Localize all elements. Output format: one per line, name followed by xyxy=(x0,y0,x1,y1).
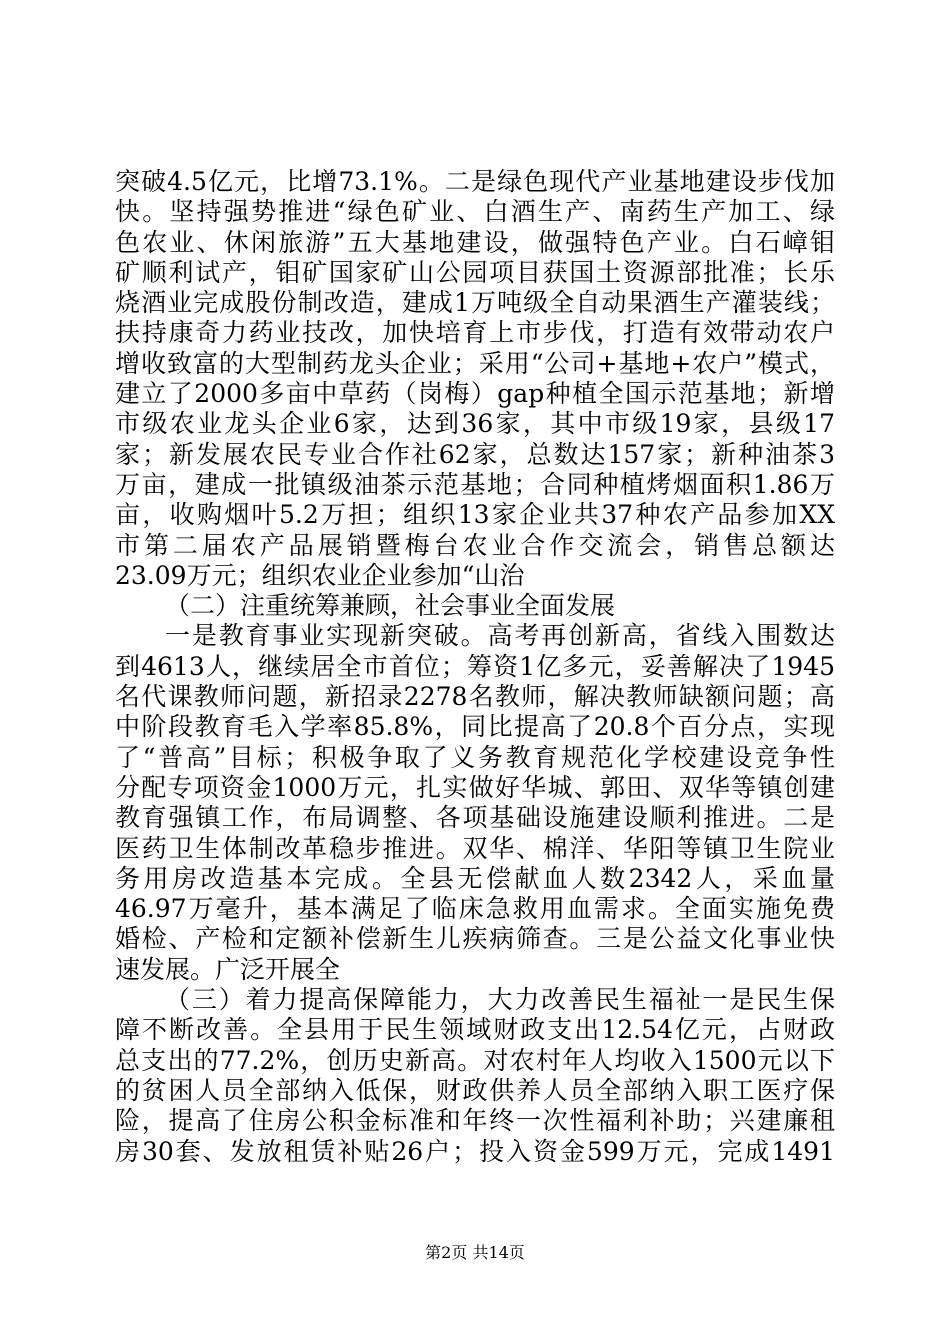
text-line: 扶持康奇力药业技改，加快培育上市步伐，打造有效带动农户 xyxy=(115,318,835,348)
text-line: 矿顺利试产，钼矿国家矿山公园项目获国土资源部批准；长乐 xyxy=(115,257,835,287)
text-line: 突破4.5亿元，比增73.1%。二是绿色现代产业基地建设步伐加 xyxy=(115,167,835,196)
text-line: 亩，收购烟叶5.2万担；组织13家企业共37种农产品参加XX xyxy=(115,500,835,530)
text-line: 障不断改善。全县用于民生领域财政支出12.54亿元，占财政 xyxy=(115,1015,835,1045)
text-line: 市第二届农产品展销暨梅台农业合作交流会，销售总额达 xyxy=(115,530,835,560)
text-line: 一是教育事业实现新突破。高考再创新高，省线入围数达 xyxy=(165,621,835,651)
text-line: 烧酒业完成股份制改造，建成1万吨级全自动果酒生产灌装线； xyxy=(115,288,835,318)
text-line: 的贫困人员全部纳入低保，财政供养人员全部纳入职工医疗保 xyxy=(115,1075,835,1105)
text-line: 速发展。广泛开展全 xyxy=(115,954,341,984)
text-line: 万亩，建成一批镇级油茶示范基地；合同种植烤烟面积1.86万 xyxy=(115,469,835,499)
text-line: 了“普高”目标；积极争取了义务教育规范化学校建设竞争性 xyxy=(115,742,835,772)
text-line: 23.09万元；组织农业企业参加“山治 xyxy=(115,560,525,590)
text-line: 教育强镇工作，布局调整、各项基础设施建设顺利推进。二是 xyxy=(115,803,835,833)
text-line: 务用房改造基本完成。全县无偿献血人数2342人，采血量 xyxy=(115,863,835,893)
text-line: 46.97万毫升，基本满足了临床急救用血需求。全面实施免费 xyxy=(115,894,835,924)
text-line: 到4613人，继续居全市首位；筹资1亿多元，妥善解决了1945 xyxy=(115,651,835,681)
text-line: （三）着力提高保障能力，大力改善民生福祉一是民生保 xyxy=(165,985,835,1015)
text-line: 名代课教师问题，新招录2278名教师，解决教师缺额问题；高 xyxy=(115,682,835,712)
text-line: 房30套、发放租赁补贴26户；投入资金599万元，完成1491 xyxy=(115,1136,835,1166)
text-line: 市级农业龙头企业6家，达到36家，其中市级19家，县级17 xyxy=(115,409,835,439)
text-line: 婚检、产检和定额补偿新生儿疾病筛查。三是公益文化事业快 xyxy=(115,924,835,954)
text-line: 增收致富的大型制药龙头企业；采用“公司+基地+农户”模式， xyxy=(115,348,835,378)
body-text xyxy=(115,167,835,1167)
text-line: 中阶段教育毛入学率85.8%，同比提高了20.8个百分点，实现 xyxy=(115,712,835,742)
text-line: 家；新发展农民专业合作社62家，总数达157家；新种油茶3 xyxy=(115,439,835,469)
text-line: 分配专项资金1000万元，扎实做好华城、郭田、双华等镇创建 xyxy=(115,772,835,802)
text-line: 建立了2000多亩中草药（岗梅）gap种植全国示范基地；新增 xyxy=(115,379,835,409)
text-line: 医药卫生体制改革稳步推进。双华、棉洋、华阳等镇卫生院业 xyxy=(115,833,835,863)
text-line: （二）注重统筹兼顾，社会事业全面发展 xyxy=(165,591,616,621)
text-line: 色农业、休闲旅游”五大基地建设，做强特色产业。白石嶂钼 xyxy=(115,227,835,257)
text-line: 总支出的77.2%，创历史新高。对农村年人均收入1500元以下 xyxy=(115,1045,835,1075)
text-line: 险，提高了住房公积金标准和年终一次性福利补助；兴建廉租 xyxy=(115,1106,835,1136)
page-footer: 第2页 共14页 xyxy=(425,1243,525,1262)
text-line: 快。坚持强势推进“绿色矿业、白酒生产、南药生产加工、绿 xyxy=(115,197,835,227)
